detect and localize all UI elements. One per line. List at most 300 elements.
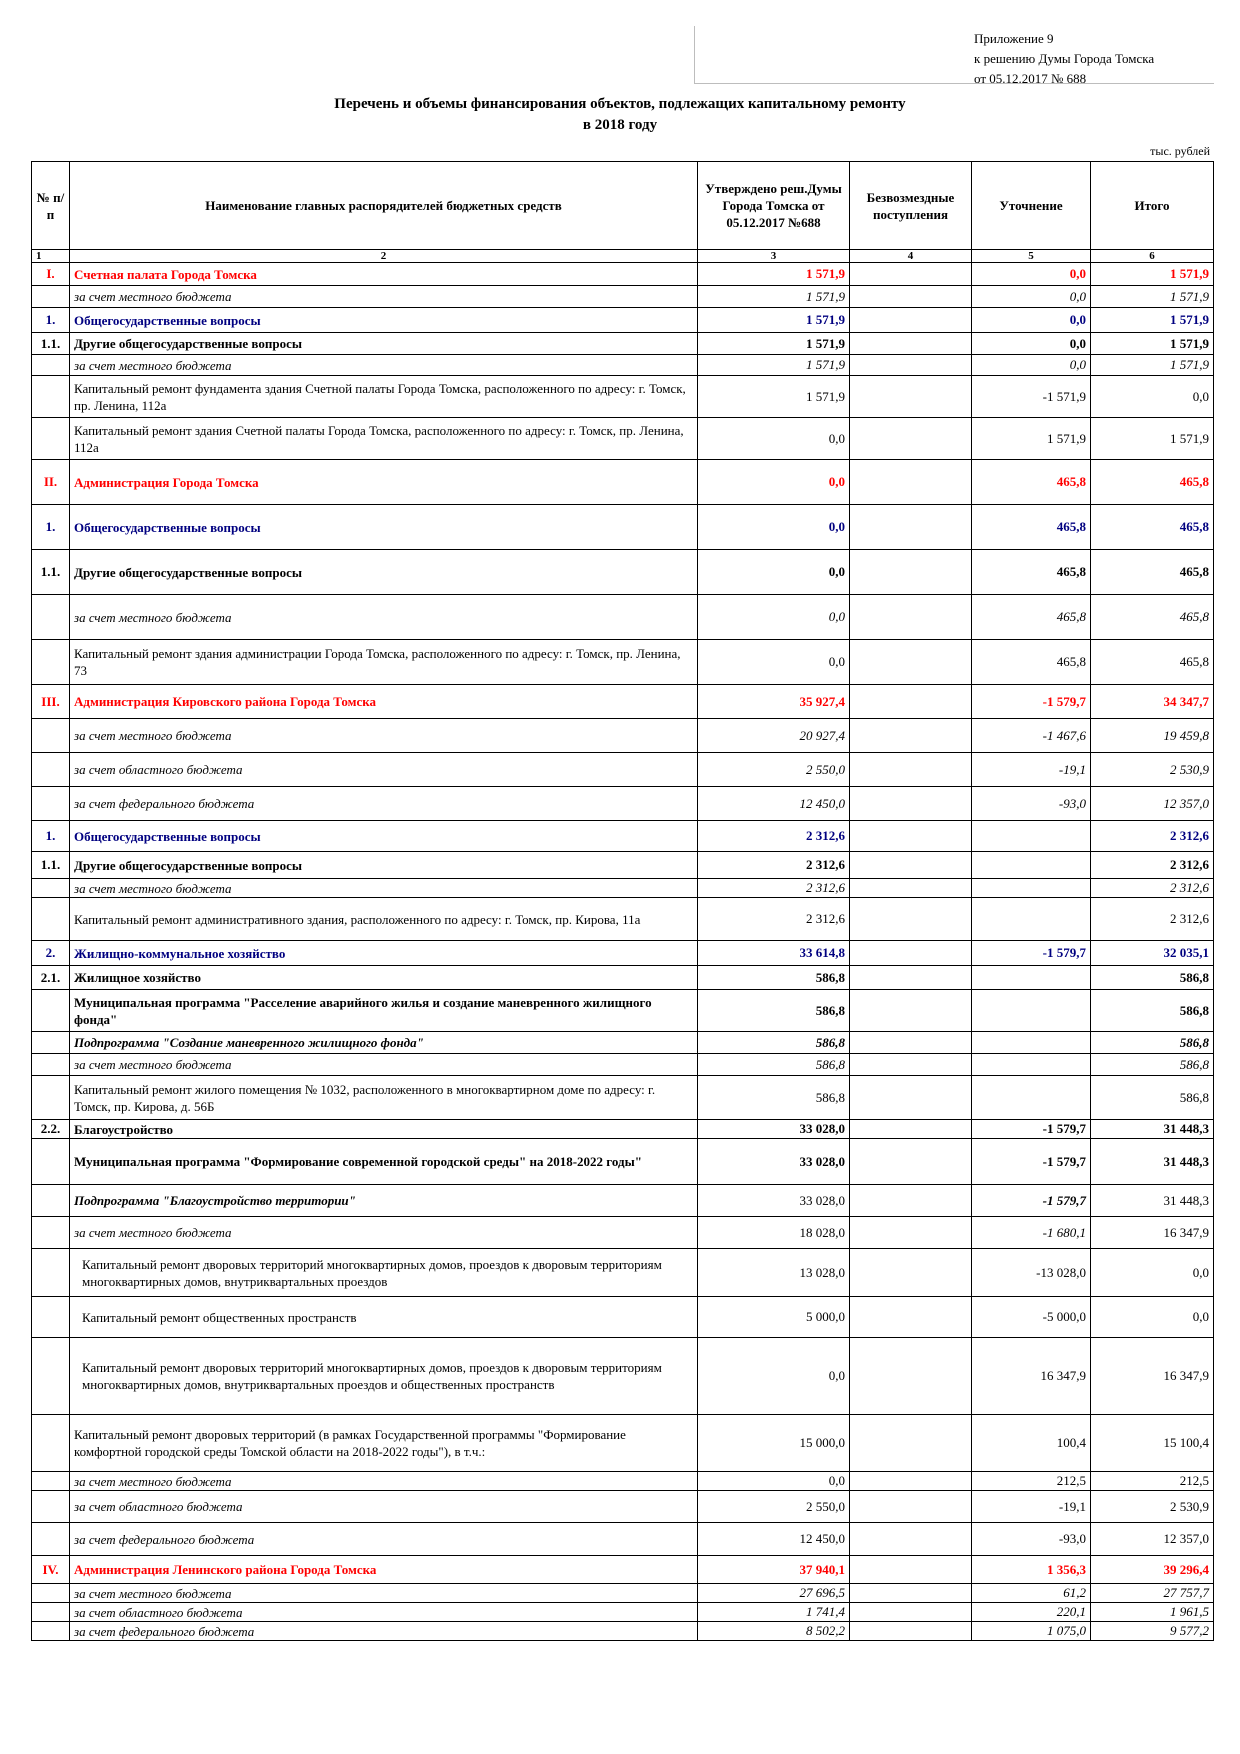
- row-clarification: -19,1: [972, 1491, 1091, 1523]
- row-clarification: -1 579,7: [972, 941, 1091, 966]
- row-grants: [850, 966, 972, 990]
- row-approved: 586,8: [698, 1076, 850, 1120]
- row-clarification: 465,8: [972, 595, 1091, 640]
- table-row: [32, 1076, 1214, 1120]
- row-grants: [850, 1185, 972, 1217]
- row-clarification: 0,0: [972, 263, 1091, 286]
- row-num: [32, 1139, 70, 1185]
- row-approved: 2 550,0: [698, 1491, 850, 1523]
- row-total: 1 961,5: [1091, 1603, 1214, 1622]
- row-total: 1 571,9: [1091, 263, 1214, 286]
- row-name: Другие общегосударственные вопросы: [70, 550, 698, 595]
- row-approved: 13 028,0: [698, 1249, 850, 1297]
- row-name: за счет местного бюджета: [70, 595, 698, 640]
- header-name: Наименование главных распорядителей бюджетных средств: [70, 162, 698, 250]
- row-grants: [850, 1297, 972, 1338]
- row-approved: 15 000,0: [698, 1415, 850, 1472]
- table-row: [32, 852, 1214, 879]
- row-num: [32, 719, 70, 753]
- row-num: 1.: [32, 821, 70, 852]
- row-name: за счет местного бюджета: [70, 1054, 698, 1076]
- row-clarification: -13 028,0: [972, 1249, 1091, 1297]
- table-row: [32, 898, 1214, 941]
- row-num: 2.2.: [32, 1120, 70, 1139]
- row-approved: 2 312,6: [698, 898, 850, 941]
- row-approved: 1 571,9: [698, 286, 850, 308]
- row-total: 31 448,3: [1091, 1120, 1214, 1139]
- row-clarification: [972, 1054, 1091, 1076]
- row-total: 465,8: [1091, 550, 1214, 595]
- row-grants: [850, 595, 972, 640]
- column-number-3: 3: [698, 250, 850, 263]
- row-approved: 586,8: [698, 990, 850, 1032]
- row-total: 16 347,9: [1091, 1217, 1214, 1249]
- row-total: 15 100,4: [1091, 1415, 1214, 1472]
- row-clarification: 1 571,9: [972, 418, 1091, 460]
- row-clarification: 220,1: [972, 1603, 1091, 1622]
- row-total: 12 357,0: [1091, 1523, 1214, 1556]
- row-name: Подпрограмма "Благоустройство территории": [70, 1185, 698, 1217]
- row-total: 31 448,3: [1091, 1185, 1214, 1217]
- row-name: за счет областного бюджета: [70, 753, 698, 787]
- table-row: [32, 879, 1214, 898]
- row-grants: [850, 1523, 972, 1556]
- row-grants: [850, 1249, 972, 1297]
- row-grants: [850, 1556, 972, 1584]
- row-name: за счет местного бюджета: [70, 286, 698, 308]
- row-grants: [850, 787, 972, 821]
- row-grants: [850, 1338, 972, 1415]
- row-name: за счет областного бюджета: [70, 1603, 698, 1622]
- row-name: Капитальный ремонт дворовых территорий многоквартирных домов, проездов к дворовым территориям многоквартирных домов, внутриквартальных проездов: [70, 1249, 698, 1297]
- row-total: 0,0: [1091, 1297, 1214, 1338]
- row-approved: 0,0: [698, 640, 850, 685]
- row-clarification: 465,8: [972, 460, 1091, 505]
- row-name: Муниципальная программа "Формирование современной городской среды" на 2018-2022 годы": [70, 1139, 698, 1185]
- row-total: 586,8: [1091, 990, 1214, 1032]
- row-total: 39 296,4: [1091, 1556, 1214, 1584]
- row-num: [32, 1217, 70, 1249]
- row-total: 19 459,8: [1091, 719, 1214, 753]
- column-number-row: [32, 250, 1214, 263]
- row-name: Муниципальная программа "Расселение аварийного жилья и создание маневренного жилищного фонда": [70, 990, 698, 1032]
- table-row: [32, 1622, 1214, 1641]
- appendix-text: [974, 29, 1154, 89]
- table-row: [32, 1185, 1214, 1217]
- table-row: [32, 821, 1214, 852]
- row-grants: [850, 821, 972, 852]
- row-total: 586,8: [1091, 1032, 1214, 1054]
- row-clarification: -93,0: [972, 1523, 1091, 1556]
- row-name: за счет областного бюджета: [70, 1491, 698, 1523]
- row-clarification: 465,8: [972, 505, 1091, 550]
- row-num: [32, 879, 70, 898]
- row-num: [32, 418, 70, 460]
- row-total: 34 347,7: [1091, 685, 1214, 719]
- row-clarification: [972, 990, 1091, 1032]
- row-approved: 35 927,4: [698, 685, 850, 719]
- row-grants: [850, 263, 972, 286]
- column-number-5: 5: [972, 250, 1091, 263]
- row-num: I.: [32, 263, 70, 286]
- row-grants: [850, 719, 972, 753]
- row-num: [32, 990, 70, 1032]
- row-name: Капитальный ремонт жилого помещения № 1032, расположенного в многоквартирном доме по адресу: г. Томск, пр. Кирова, д. 56Б: [70, 1076, 698, 1120]
- row-num: 2.1.: [32, 966, 70, 990]
- row-total: 2 312,6: [1091, 852, 1214, 879]
- row-name: за счет местного бюджета: [70, 1472, 698, 1491]
- table-row: [32, 966, 1214, 990]
- row-approved: 586,8: [698, 1054, 850, 1076]
- row-name: Капитальный ремонт фундамента здания Счетной палаты Города Томска, расположенного по адресу: г. Томск, пр. Ленина, 112а: [70, 376, 698, 418]
- row-approved: 8 502,2: [698, 1622, 850, 1641]
- row-total: 2 312,6: [1091, 898, 1214, 941]
- row-num: IV.: [32, 1556, 70, 1584]
- row-approved: 0,0: [698, 505, 850, 550]
- row-name: Благоустройство: [70, 1120, 698, 1139]
- row-num: [32, 898, 70, 941]
- row-num: [32, 1032, 70, 1054]
- table-row: [32, 640, 1214, 685]
- row-approved: 33 028,0: [698, 1139, 850, 1185]
- table-row: [32, 787, 1214, 821]
- row-clarification: 61,2: [972, 1584, 1091, 1603]
- column-number-4: 4: [850, 250, 972, 263]
- row-num: [32, 1472, 70, 1491]
- row-name: за счет местного бюджета: [70, 1217, 698, 1249]
- row-grants: [850, 286, 972, 308]
- table-row: [32, 333, 1214, 355]
- row-num: [32, 1491, 70, 1523]
- row-total: 586,8: [1091, 966, 1214, 990]
- row-num: 1.1.: [32, 550, 70, 595]
- column-number-2: 2: [70, 250, 698, 263]
- row-clarification: [972, 1076, 1091, 1120]
- row-name: Капитальный ремонт дворовых территорий (в рамках Государственной программы "Формирование комфортной городской среды Томской области на 2018-2022 годы"), в т.ч.:: [70, 1415, 698, 1472]
- row-clarification: 0,0: [972, 333, 1091, 355]
- row-total: 465,8: [1091, 505, 1214, 550]
- row-name: за счет федерального бюджета: [70, 787, 698, 821]
- row-grants: [850, 505, 972, 550]
- row-grants: [850, 753, 972, 787]
- row-total: 31 448,3: [1091, 1139, 1214, 1185]
- row-grants: [850, 1584, 972, 1603]
- row-grants: [850, 460, 972, 505]
- table-row: [32, 719, 1214, 753]
- table-row: [32, 1297, 1214, 1338]
- row-total: 16 347,9: [1091, 1338, 1214, 1415]
- row-num: [32, 1297, 70, 1338]
- row-approved: 20 927,4: [698, 719, 850, 753]
- row-name: Счетная палата Города Томска: [70, 263, 698, 286]
- row-name: Жилищное хозяйство: [70, 966, 698, 990]
- table-row: [32, 418, 1214, 460]
- row-num: III.: [32, 685, 70, 719]
- row-approved: 2 312,6: [698, 879, 850, 898]
- row-name: Капитальный ремонт здания администрации Города Томска, расположенного по адресу: г. Томск, пр. Ленина, 73: [70, 640, 698, 685]
- appendix-block: [694, 22, 1214, 86]
- row-total: 1 571,9: [1091, 355, 1214, 376]
- document-title-line-1: Перечень и объемы финансирования объектов, подлежащих капитальному ремонту: [334, 96, 906, 112]
- row-num: [32, 1584, 70, 1603]
- table-row: [32, 1139, 1214, 1185]
- row-num: [32, 640, 70, 685]
- row-total: 1 571,9: [1091, 286, 1214, 308]
- row-clarification: [972, 821, 1091, 852]
- row-clarification: -19,1: [972, 753, 1091, 787]
- row-approved: 18 028,0: [698, 1217, 850, 1249]
- row-num: [32, 1603, 70, 1622]
- row-name: за счет местного бюджета: [70, 719, 698, 753]
- table-row: [32, 1054, 1214, 1076]
- row-num: [32, 355, 70, 376]
- row-grants: [850, 1491, 972, 1523]
- row-total: 0,0: [1091, 1249, 1214, 1297]
- row-num: [32, 1054, 70, 1076]
- row-approved: 1 571,9: [698, 355, 850, 376]
- row-clarification: -5 000,0: [972, 1297, 1091, 1338]
- document-title-line-2: в 2018 году: [582, 117, 658, 133]
- row-approved: 0,0: [698, 418, 850, 460]
- row-grants: [850, 898, 972, 941]
- table-row: [32, 595, 1214, 640]
- column-number-6: 6: [1091, 250, 1214, 263]
- document-title: [0, 94, 1240, 136]
- table-row: [32, 355, 1214, 376]
- row-clarification: 212,5: [972, 1472, 1091, 1491]
- row-clarification: [972, 898, 1091, 941]
- row-clarification: 1 075,0: [972, 1622, 1091, 1641]
- row-name: Капитальный ремонт здания Счетной палаты Города Томска, расположенного по адресу: г. Томск, пр. Ленина, 112а: [70, 418, 698, 460]
- row-num: [32, 1523, 70, 1556]
- row-approved: 586,8: [698, 1032, 850, 1054]
- row-grants: [850, 1217, 972, 1249]
- row-approved: 1 741,4: [698, 1603, 850, 1622]
- row-grants: [850, 376, 972, 418]
- row-name: Другие общегосударственные вопросы: [70, 333, 698, 355]
- row-approved: 27 696,5: [698, 1584, 850, 1603]
- row-clarification: -93,0: [972, 787, 1091, 821]
- row-num: 1.1.: [32, 333, 70, 355]
- row-approved: 1 571,9: [698, 263, 850, 286]
- table-row: [32, 1120, 1214, 1139]
- row-total: 586,8: [1091, 1076, 1214, 1120]
- row-clarification: 100,4: [972, 1415, 1091, 1472]
- row-num: 1.: [32, 505, 70, 550]
- table-row: [32, 941, 1214, 966]
- row-grants: [850, 1622, 972, 1641]
- row-clarification: [972, 852, 1091, 879]
- row-approved: 33 028,0: [698, 1120, 850, 1139]
- row-name: Жилищно-коммунальное хозяйство: [70, 941, 698, 966]
- row-name: Капитальный ремонт дворовых территорий многоквартирных домов, проездов к дворовым территориям многоквартирных домов, внутриквартальных проездов и общественных пространств: [70, 1338, 698, 1415]
- row-approved: 12 450,0: [698, 787, 850, 821]
- table-header-row: [32, 162, 1214, 250]
- row-approved: 0,0: [698, 1472, 850, 1491]
- row-grants: [850, 852, 972, 879]
- table-row: [32, 1415, 1214, 1472]
- row-approved: 2 550,0: [698, 753, 850, 787]
- row-approved: 1 571,9: [698, 376, 850, 418]
- row-num: [32, 1076, 70, 1120]
- row-total: 2 530,9: [1091, 1491, 1214, 1523]
- table-row: [32, 1217, 1214, 1249]
- row-name: Общегосударственные вопросы: [70, 821, 698, 852]
- table-row: [32, 460, 1214, 505]
- appendix-divider-vertical: [694, 26, 695, 84]
- row-approved: 1 571,9: [698, 308, 850, 333]
- row-approved: 5 000,0: [698, 1297, 850, 1338]
- row-clarification: 0,0: [972, 286, 1091, 308]
- header-approved: Утверждено реш.Думы Города Томска от 05.12.2017 №688: [698, 162, 850, 250]
- table-row: [32, 1338, 1214, 1415]
- row-total: 9 577,2: [1091, 1622, 1214, 1641]
- row-grants: [850, 418, 972, 460]
- header-grants: Безвозмездные поступления: [850, 162, 972, 250]
- appendix-line-1: Приложение 9: [974, 31, 1054, 46]
- row-total: 465,8: [1091, 460, 1214, 505]
- row-num: [32, 286, 70, 308]
- table-row: [32, 1556, 1214, 1584]
- row-grants: [850, 1472, 972, 1491]
- table-row: [32, 1249, 1214, 1297]
- row-approved: 33 614,8: [698, 941, 850, 966]
- row-total: 1 571,9: [1091, 308, 1214, 333]
- row-num: II.: [32, 460, 70, 505]
- row-clarification: -1 467,6: [972, 719, 1091, 753]
- row-total: 32 035,1: [1091, 941, 1214, 966]
- row-approved: 33 028,0: [698, 1185, 850, 1217]
- row-clarification: -1 571,9: [972, 376, 1091, 418]
- row-total: 2 530,9: [1091, 753, 1214, 787]
- table-row: [32, 286, 1214, 308]
- row-name: Общегосударственные вопросы: [70, 308, 698, 333]
- row-approved: 586,8: [698, 966, 850, 990]
- row-grants: [850, 1603, 972, 1622]
- row-approved: 0,0: [698, 1338, 850, 1415]
- table-row: [32, 376, 1214, 418]
- row-clarification: -1 579,7: [972, 1139, 1091, 1185]
- row-name: за счет местного бюджета: [70, 879, 698, 898]
- row-num: [32, 595, 70, 640]
- row-num: [32, 753, 70, 787]
- row-name: Администрация Ленинского района Города Томска: [70, 1556, 698, 1584]
- row-approved: 1 571,9: [698, 333, 850, 355]
- header-num: № п/п: [32, 162, 70, 250]
- row-grants: [850, 1076, 972, 1120]
- row-clarification: 465,8: [972, 550, 1091, 595]
- row-total: 27 757,7: [1091, 1584, 1214, 1603]
- row-name: Администрация Города Томска: [70, 460, 698, 505]
- table-row: [32, 685, 1214, 719]
- appendix-line-3: от 05.12.2017 № 688: [974, 71, 1087, 86]
- row-clarification: [972, 966, 1091, 990]
- row-grants: [850, 550, 972, 595]
- row-num: 1.1.: [32, 852, 70, 879]
- row-name: Капитальный ремонт общественных пространств: [70, 1297, 698, 1338]
- row-approved: 37 940,1: [698, 1556, 850, 1584]
- table-row: [32, 308, 1214, 333]
- row-num: [32, 1415, 70, 1472]
- table-row: [32, 505, 1214, 550]
- row-approved: 2 312,6: [698, 852, 850, 879]
- row-grants: [850, 640, 972, 685]
- row-total: 586,8: [1091, 1054, 1214, 1076]
- header-total: Итого: [1091, 162, 1214, 250]
- row-num: [32, 787, 70, 821]
- row-grants: [850, 1054, 972, 1076]
- table-row: [32, 990, 1214, 1032]
- row-approved: 0,0: [698, 550, 850, 595]
- row-clarification: 0,0: [972, 355, 1091, 376]
- row-name: Капитальный ремонт административного здания, расположенного по адресу: г. Томск, пр. Кирова, 11а: [70, 898, 698, 941]
- row-num: [32, 1338, 70, 1415]
- table-row: [32, 1472, 1214, 1491]
- row-clarification: 1 356,3: [972, 1556, 1091, 1584]
- row-grants: [850, 1032, 972, 1054]
- row-clarification: -1 579,7: [972, 685, 1091, 719]
- table-row: [32, 1491, 1214, 1523]
- row-num: [32, 1622, 70, 1641]
- appendix-line-2: к решению Думы Города Томска: [974, 51, 1155, 66]
- row-num: [32, 376, 70, 418]
- row-approved: 2 312,6: [698, 821, 850, 852]
- row-total: 212,5: [1091, 1472, 1214, 1491]
- row-total: 12 357,0: [1091, 787, 1214, 821]
- header-clarification: Уточнение: [972, 162, 1091, 250]
- row-total: 1 571,9: [1091, 418, 1214, 460]
- units-label: тыс. рублей: [1150, 144, 1210, 158]
- table-row: [32, 1584, 1214, 1603]
- row-num: [32, 1249, 70, 1297]
- row-approved: 0,0: [698, 595, 850, 640]
- row-clarification: -1 579,7: [972, 1120, 1091, 1139]
- row-grants: [850, 685, 972, 719]
- row-approved: 0,0: [698, 460, 850, 505]
- table-row: [32, 550, 1214, 595]
- row-clarification: 16 347,9: [972, 1338, 1091, 1415]
- table-row: [32, 753, 1214, 787]
- row-name: за счет местного бюджета: [70, 1584, 698, 1603]
- row-num: 2.: [32, 941, 70, 966]
- row-grants: [850, 1415, 972, 1472]
- table-row: [32, 1032, 1214, 1054]
- row-approved: 12 450,0: [698, 1523, 850, 1556]
- row-name: за счет местного бюджета: [70, 355, 698, 376]
- row-grants: [850, 1120, 972, 1139]
- row-name: Общегосударственные вопросы: [70, 505, 698, 550]
- row-num: [32, 1185, 70, 1217]
- row-grants: [850, 990, 972, 1032]
- table-row: [32, 1603, 1214, 1622]
- row-total: 1 571,9: [1091, 333, 1214, 355]
- row-num: 1.: [32, 308, 70, 333]
- row-clarification: 465,8: [972, 640, 1091, 685]
- row-grants: [850, 879, 972, 898]
- row-name: Подпрограмма "Создание маневренного жилищного фонда": [70, 1032, 698, 1054]
- row-total: 465,8: [1091, 595, 1214, 640]
- row-clarification: [972, 879, 1091, 898]
- row-grants: [850, 355, 972, 376]
- row-clarification: -1 579,7: [972, 1185, 1091, 1217]
- row-clarification: [972, 1032, 1091, 1054]
- row-name: за счет федерального бюджета: [70, 1523, 698, 1556]
- row-name: за счет федерального бюджета: [70, 1622, 698, 1641]
- row-grants: [850, 308, 972, 333]
- financing-table: [31, 161, 1214, 1641]
- row-total: 0,0: [1091, 376, 1214, 418]
- row-total: 2 312,6: [1091, 879, 1214, 898]
